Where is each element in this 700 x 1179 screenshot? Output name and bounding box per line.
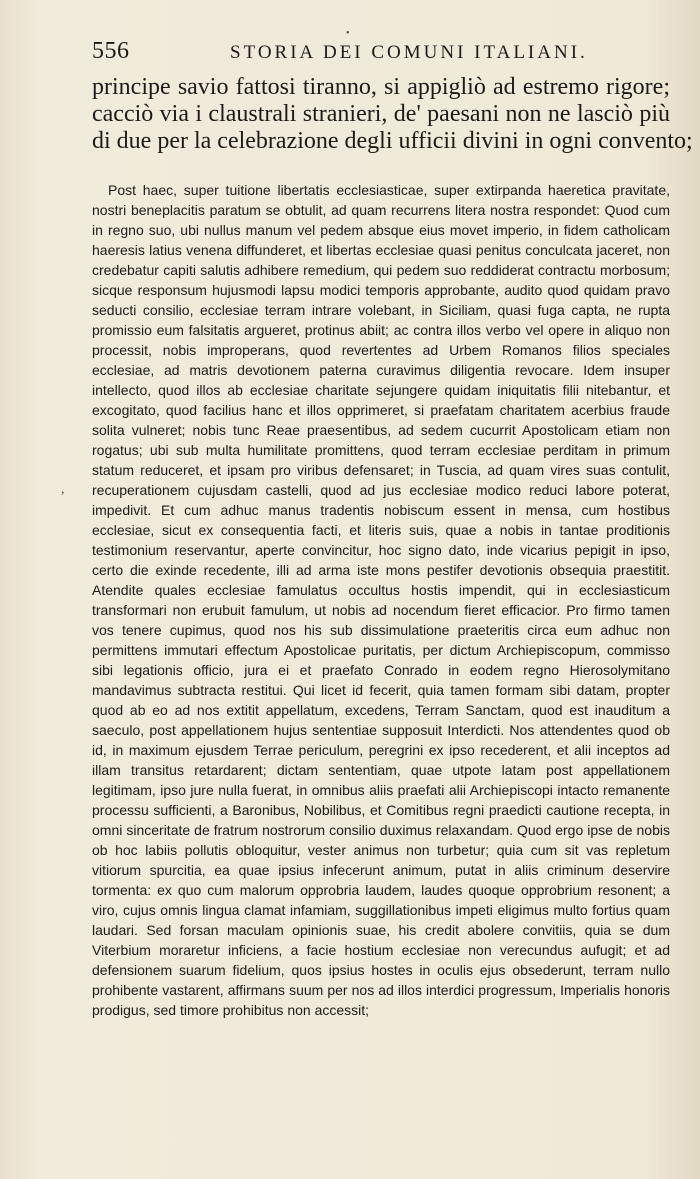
page-number: 556 xyxy=(92,38,130,64)
latin-quotation-block xyxy=(92,180,670,1020)
lead-line: cacciò via i claustrali stranieri, de' paesani non ne lasciò più xyxy=(92,101,670,127)
page-header xyxy=(92,38,652,68)
top-margin-mark: • xyxy=(346,28,350,39)
italian-lead-paragraph xyxy=(92,74,693,155)
lead-line: principe savio fattosi tiranno, si appigliò ad estremo rigore; xyxy=(92,74,670,100)
lead-line: di due per la celebrazione degli ufficii divini in ogni convento; xyxy=(92,128,693,154)
margin-mark: , xyxy=(61,482,65,497)
running-title: STORIA DEI COMUNI ITALIANI. xyxy=(230,42,588,63)
latin-quotation-text: Post haec, super tuitione libertatis ecclesiasticae, super extirpanda haeretica pravitate, nostri beneplacitis paratum se obtulit, ad quam recurrens litera nostra respondet: Quod cum in regno suo, ubi nullus manum vel pedem absque eius movet imperio, in fidem catholicam haeresis latius venena diffunderet, et libertas ecclesiae quasi penitus conculcata jaceret, non credebatur capiti salutis adhibere remedium, qui pedem suo reddiderat contractu morbosum; sicque responsum hujusmodi lapsu modici temporis approbante, audito quod quidam pravo seducti consilio, ecclesiae terram intrare volebant, in Siciliam, quasi fuga capta, ne rupta promissio eum falsitatis argueret, protinus abiit; ac contra illos verbo vel opere in aliquo non processit, nobis improperans, quod revertentes ad Urbem Romanos filios speciales ecclesiae, ad matris devotionem paterna curavimus diligentia revocare. Idem insuper intellecto, quod illos ab ecclesiae charitate sejungere quidam iniquitatis filii nitebantur, et excogitato, quod facilius hanc et illos opprimeret, si praefatam charitatem acerbius fraude solita vulneret; nobis tunc Reae praesentibus, ad sedem cucurrit Apostolicam etiam non rogatus; ubi sub multa humilitate promittens, quod terram ecclesiae perditam in primum statum reduceret, et ipsam pro viribus defensaret; in Tuscia, ad quam vires suas contulit, recuperationem cujusdam castelli, quod ad jus ecclesiae modico reduci labore poterat, impedivit. Et cum adhuc manus tradentis nobiscum essent in mensa, cum hostibus ecclesiae, sicut ex consequentia facti, et literis suis, quae a nobis in tantae proditionis testimonium reservantur, aperte convincitur, hoc signo dato, inde vicarius pepigit in ipso, certo die exinde recedente, illi ad arma iste mons pestifer devotionis obsequia praestitit. Atendite quales ecclesiae famulatus occultus hostis impendit, qui in ecclesiasticum transformari non erubuit famulum, ut nobis ad nocendum fieret efficacior. Pro firmo tamen vos tenere cupimus, quod nos his sub dissimulatione praeteritis circa eum adhuc non permittens immutari effectum Apostolicae puritatis, per dictum Archiepiscopum, commisso sibi legationis officio, jura ei et praefato Conrado in eodem regno Hierosolymitano mandavimus subtracta restitui. Qui licet id fecerit, quia tamen formam sibi datam, propter quod ab eo ad nos extitit appellatum, excedens, Terram Sanctam, quod est inauditum a saeculo, post appellationem hujus sententiae supposuit Interdicti. Nos attendentes quod ob id, in maximum ejusdem Terrae periculum, peregrini ex ipso recederent, et alii inceptos ad illam transitus retardarent; dictam sententiam, quae utpote latam post appellationem legitimam, ipso jure nulla fuerat, in omnibus aliis praefati alii Archiepiscopi intacto remanente processu sufficienti, a Baronibus, Nobilibus, et Comitibus regni praedicti cautione recepta, in omni sinceritate de fratrum nostrorum consilio duximus relaxandam. Quod ergo ipse de nobis ob hoc labiis pollutis obloquitur, vester animus non turbetur; quia cum sit vas repletum vitiorum spurcitia, ea quae ipsius infecerunt animum, putat in aliis criminum deservire tormenta: ex quo cum malorum opprobria laudem, laudes quoque opprobrium resonent; a viro, cujus omnis lingua clamat infamiam, suggillationibus impeti eligimus multo fortius quam laudari. Sed forsan maculam opinionis suae, his credit abolere convitiis, quia se dum Viterbium moraretur inficiens, a facie hostium ecclesiae non verecundus aufugit; et ad defensionem suarum fidelium, quos ipsius hostes in oculis ejus obsederunt, terram nullo prohibente vastarent, affirmans suum per nos ad illos interdici progressum, Imperialis honoris prodigus, sed timore prohibitus non accessit; xyxy=(92,182,670,1018)
